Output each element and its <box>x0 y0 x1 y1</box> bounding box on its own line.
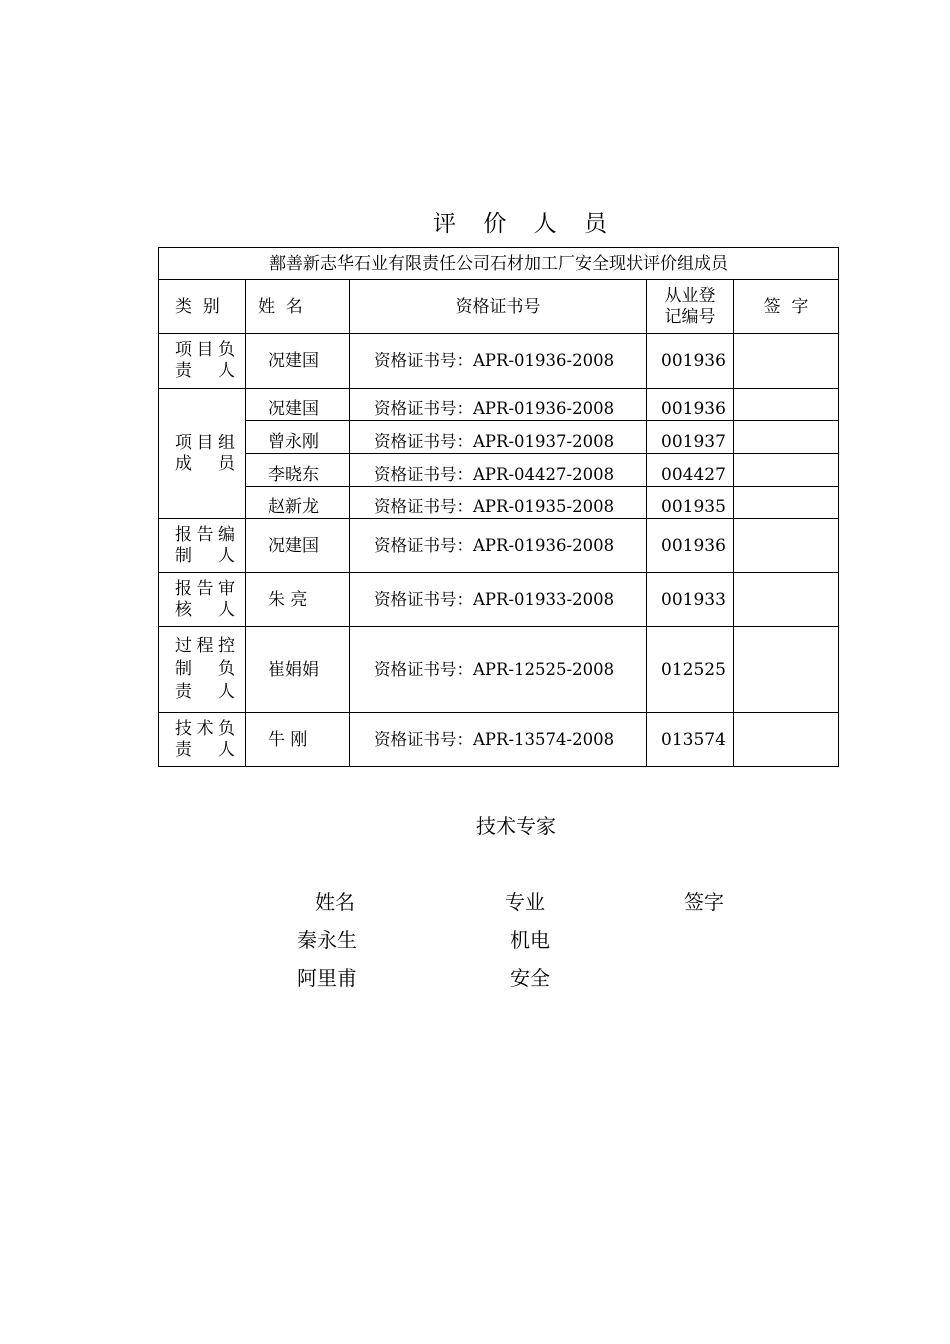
table-row <box>159 573 839 627</box>
member-name: 况建国 <box>246 389 350 421</box>
category-cell: 项目组成 员 <box>159 389 246 519</box>
signature-cell <box>734 454 839 487</box>
registration-number: 012525 <box>647 627 734 713</box>
registration-number: 004427 <box>647 454 734 487</box>
header-category: 类 别 <box>159 280 246 334</box>
certificate-number: 资格证书号：APR-01933-2008 <box>350 573 647 627</box>
signature-cell <box>734 334 839 389</box>
certificate-number: 资格证书号：APR-01936-2008 <box>350 389 647 421</box>
registration-number: 001936 <box>647 519 734 573</box>
member-name: 况建国 <box>246 519 350 573</box>
experts-header-name: 姓名 <box>315 890 355 914</box>
header-registration: 从业登记编号 <box>647 280 734 334</box>
header-certificate: 资格证书号 <box>350 280 647 334</box>
page-title: 评 价 人 员 <box>433 211 617 237</box>
member-name: 朱 亮 <box>246 573 350 627</box>
experts-header-specialty: 专业 <box>505 890 545 914</box>
header-signature: 签 字 <box>734 280 839 334</box>
category-cell: 技术负责 人 <box>159 713 246 767</box>
signature-cell <box>734 713 839 767</box>
certificate-number: 资格证书号：APR-01936-2008 <box>350 334 647 389</box>
member-name: 牛 刚 <box>246 713 350 767</box>
category-cell: 项目负责 人 <box>159 334 246 389</box>
expert-specialty: 安全 <box>510 966 550 990</box>
expert-name: 秦永生 <box>297 928 357 952</box>
table-row <box>159 519 839 573</box>
certificate-number: 资格证书号：APR-01935-2008 <box>350 487 647 519</box>
table-header-row <box>159 280 839 334</box>
certificate-number: 资格证书号：APR-01936-2008 <box>350 519 647 573</box>
table-row <box>159 713 839 767</box>
header-name: 姓 名 <box>246 280 350 334</box>
category-cell: 报告编制 人 <box>159 519 246 573</box>
table-row <box>159 487 839 519</box>
category-cell: 报告审核 人 <box>159 573 246 627</box>
expert-specialty: 机电 <box>510 928 550 952</box>
member-name: 崔娟娟 <box>246 627 350 713</box>
certificate-number: 资格证书号：APR-12525-2008 <box>350 627 647 713</box>
table-caption: 鄯善新志华石业有限责任公司石材加工厂安全现状评价组成员 <box>159 248 839 280</box>
member-name: 况建国 <box>246 334 350 389</box>
certificate-number: 资格证书号：APR-13574-2008 <box>350 713 647 767</box>
table-row <box>159 389 839 421</box>
table-row <box>159 334 839 389</box>
signature-cell <box>734 487 839 519</box>
evaluation-team-table <box>158 247 839 767</box>
registration-number: 013574 <box>647 713 734 767</box>
experts-header-signature: 签字 <box>684 890 724 914</box>
registration-number: 001935 <box>647 487 734 519</box>
signature-cell <box>734 389 839 421</box>
signature-cell <box>734 421 839 454</box>
expert-name: 阿里甫 <box>297 966 357 990</box>
member-name: 李晓东 <box>246 454 350 487</box>
category-cell: 过程控制 负 责 人 <box>159 627 246 713</box>
table-row <box>159 454 839 487</box>
member-name: 赵新龙 <box>246 487 350 519</box>
signature-cell <box>734 627 839 713</box>
certificate-number: 资格证书号：APR-01937-2008 <box>350 421 647 454</box>
signature-cell <box>734 573 839 627</box>
registration-number: 001937 <box>647 421 734 454</box>
registration-number: 001936 <box>647 389 734 421</box>
table-row <box>159 421 839 454</box>
registration-number: 001936 <box>647 334 734 389</box>
table-caption-row <box>159 248 839 280</box>
experts-title: 技术专家 <box>476 814 556 838</box>
certificate-number: 资格证书号：APR-04427-2008 <box>350 454 647 487</box>
signature-cell <box>734 519 839 573</box>
table-row <box>159 627 839 713</box>
member-name: 曾永刚 <box>246 421 350 454</box>
registration-number: 001933 <box>647 573 734 627</box>
